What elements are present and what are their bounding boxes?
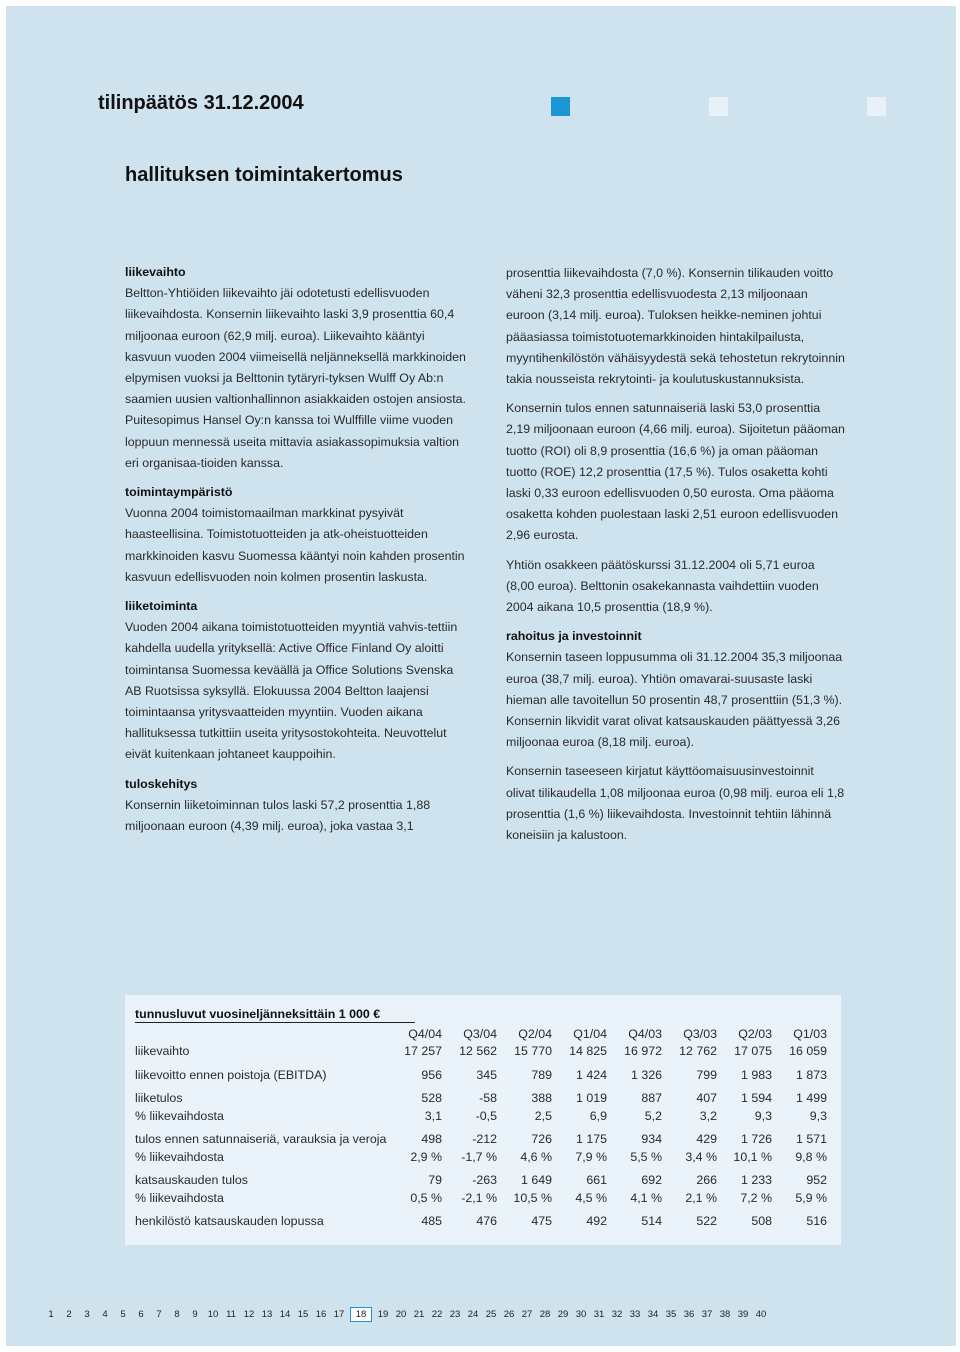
table-cell: 14 825	[569, 1044, 607, 1059]
row-label: liiketulos	[135, 1091, 183, 1106]
table-cell: 4,1 %	[630, 1190, 662, 1205]
table-cell: 4,5 %	[575, 1190, 607, 1205]
report-title: tilinpäätös 31.12.2004	[98, 92, 304, 114]
body-paragraph: Konsernin taseeseen kirjatut käyttöomaisuusinvestoinnit olivat tilikaudella 1,08 miljoonaa euroa (0,98 milj. euroa eli 1,8 prosenttia (1,6 %) liikevaihdosta. Investoinnit tehtiin lähinnä koneisiin ja kalustoon.	[506, 764, 845, 843]
table-cell: -263	[472, 1173, 497, 1188]
table-cell: 514	[641, 1214, 662, 1229]
row-label: liikevoitto ennen poistoja (EBITDA)	[135, 1067, 327, 1082]
page-link[interactable]: 33	[629, 1308, 641, 1320]
table-header-row	[135, 1025, 827, 1043]
kpi-table-panel	[125, 995, 841, 1245]
table-cell: 7,9 %	[575, 1149, 607, 1164]
table-cell: 3,1	[424, 1108, 442, 1123]
table-cell: 345	[476, 1067, 497, 1082]
page-link[interactable]: 11	[226, 1308, 236, 1320]
body-paragraph: Konsernin tulos ennen satunnaiseriä laski 53,0 prosenttia 2,19 miljoonaan euroon (4,66 milj. euroa). Sijoitetun pääoman tuotto (ROI) oli 8,9 prosenttia (16,6 %) ja oman pääoman tuotto (ROE) 12,2 prosenttia (17,5 %). Tulos osaketta kohti laski 0,33 euroon edellisvuoden 0,50 eurosta. Oma pääoma osaketta kohden puolestaan laski 2,51 euroon edellisvuoden 2,96 eurosta.	[506, 401, 845, 543]
accent-square-light	[709, 97, 728, 116]
table-cell: 952	[806, 1173, 827, 1188]
page-navigation	[44, 1305, 914, 1323]
table-cell: 266	[696, 1173, 717, 1188]
body-paragraph: Konsernin liiketoiminnan tulos laski 57,2 prosenttia 1,88 miljoonaan euroon (4,39 milj. euroa), joka vastaa 3,1	[125, 797, 431, 834]
section-heading: liikevaihto	[125, 265, 186, 279]
column-header: Q2/04	[518, 1026, 552, 1041]
page-link[interactable]: 19	[377, 1308, 389, 1320]
table-cell: 5,2	[644, 1108, 662, 1123]
page-link[interactable]: 10	[207, 1308, 219, 1320]
page-link[interactable]: 15	[297, 1308, 309, 1320]
table-cell: 15 770	[514, 1044, 552, 1059]
table-cell: 522	[696, 1214, 717, 1229]
page-link[interactable]: 34	[647, 1308, 659, 1320]
table-cell: 476	[476, 1214, 497, 1229]
table-cell: 799	[696, 1067, 717, 1082]
section-heading: toimintaympäristö	[125, 485, 233, 500]
table-cell: 9,3	[809, 1108, 827, 1123]
row-label: tulos ennen satunnaiseriä, varauksia ja veroja	[135, 1132, 387, 1147]
table-cell: 6,9	[589, 1108, 607, 1123]
table-cell: 1 233	[740, 1173, 772, 1188]
column-header: Q3/04	[463, 1026, 497, 1041]
body-paragraph: prosenttia liikevaihdosta (7,0 %). Konsernin tilikauden voitto väheni 32,3 prosenttia edellisvuodesta 2,13 miljoonaan euroon (3,14 milj. euroa). Tuloksen heikke-neminen johtui pääasiassa toimistotuotemarkkinoiden hintakilpailusta, myyntihenkilöstön vähäisyydestä sekä tehostetun rekrytoinnin takia nousseista rekrytointi- ja koulutuskustannuksista.	[506, 266, 845, 387]
page-link[interactable]: 7	[156, 1308, 162, 1320]
page-link[interactable]: 31	[593, 1308, 605, 1320]
table-cell: 12 562	[459, 1044, 497, 1059]
table-cell: 692	[641, 1173, 662, 1188]
table-cell: 934	[641, 1132, 662, 1147]
table-cell: -212	[472, 1132, 497, 1147]
section-heading: liiketoiminta	[125, 599, 198, 614]
page-link[interactable]: 22	[431, 1308, 443, 1320]
table-cell: 726	[531, 1132, 552, 1147]
table-cell: 508	[751, 1214, 772, 1229]
page-link[interactable]: 32	[611, 1308, 623, 1320]
body-paragraph: Yhtiön osakkeen päätöskurssi 31.12.2004 oli 5,71 euroa (8,00 euroa). Belttonin osakekannasta vaihdettiin vuoden 2004 aikana 10,5 prosenttia (18,9 %).	[506, 557, 819, 615]
table-cell: 1 726	[740, 1132, 772, 1147]
row-label: liikevaihto	[135, 1044, 190, 1059]
table-cell: 5,9 %	[795, 1190, 827, 1205]
page-link[interactable]: 30	[575, 1308, 587, 1320]
table-cell: 516	[806, 1214, 827, 1229]
table-cell: 1 499	[795, 1091, 827, 1106]
right-text-column	[506, 263, 846, 854]
accent-square-filled	[551, 97, 570, 116]
table-cell: 1 175	[575, 1132, 607, 1147]
table-cell: 2,9 %	[410, 1149, 442, 1164]
table-cell: 2,5	[534, 1108, 552, 1123]
table-cell: 9,8 %	[795, 1149, 827, 1164]
table-cell: 1 873	[795, 1067, 827, 1082]
page-link[interactable]: 20	[395, 1308, 407, 1320]
table-cell: 1 424	[575, 1067, 607, 1082]
column-header: Q2/03	[738, 1026, 772, 1041]
accent-square-light	[867, 97, 886, 116]
row-label: henkilöstö katsauskauden lopussa	[135, 1214, 324, 1229]
table-cell: 528	[421, 1091, 442, 1106]
table-cell: 16 059	[789, 1044, 827, 1059]
table-cell: 661	[586, 1173, 607, 1188]
kpi-table-title: tunnusluvut vuosineljänneksittäin 1 000 €	[135, 1007, 415, 1023]
page-link[interactable]: 5	[120, 1308, 126, 1320]
table-cell: 1 594	[740, 1091, 772, 1106]
table-header-cell	[135, 1025, 387, 1043]
table-row	[135, 1090, 827, 1108]
kpi-table	[135, 1025, 827, 1230]
page-link[interactable]: 23	[449, 1308, 461, 1320]
column-header: Q4/04	[408, 1026, 442, 1041]
page-link[interactable]: 9	[192, 1308, 198, 1320]
body-paragraph: Konsernin taseen loppusumma oli 31.12.2004 35,3 miljoonaa euroa (38,7 milj. euroa). Yhtiön omavarai-suusaste laski hieman alle tavoitellun 50 prosentin 48,7 prosenttiin (51,3 %). Konsernin likvidit varat olivat katsauskauden päättyessä 3,26 miljoonaa euroa (8,18 milj. euroa).	[506, 650, 843, 750]
page-link[interactable]: 16	[315, 1308, 327, 1320]
table-row	[135, 1043, 827, 1061]
table-cell: 4,6 %	[520, 1149, 552, 1164]
row-label: % liikevaihdosta	[135, 1108, 224, 1123]
table-cell: 3,4 %	[685, 1149, 717, 1164]
table-row	[135, 1172, 827, 1190]
table-row	[135, 1107, 827, 1125]
page-link[interactable]: 12	[243, 1308, 255, 1320]
table-cell: 9,3	[754, 1108, 772, 1123]
page-link[interactable]: 37	[701, 1308, 713, 1320]
page-link[interactable]: 2	[66, 1308, 72, 1320]
body-paragraph: Beltton-Yhtiöiden liikevaihto jäi odotetusti edellisvuoden liikevaihdosta. Konsernin liikevaihto laski 3,9 prosenttia 60,4 miljoonaa euroon (62,9 milj. euroa). Liikevaihto kääntyi kasvuun vuoden 2004 viimeisellä neljänneksellä markkinoiden elpymisen vuoksi ja Belttonin tytäryri-tyksen Wulff Oy Ab:n saamien uusien valtionhallinnon asiakkaiden ostojen ansiosta. Puitesopimus Hansel Oy:n kanssa toi Wulffille viime vuoden loppuun mennessä useita mittavia asiakassopimuksia valtion eri organisaa-tioiden kanssa.	[125, 286, 466, 470]
page-link[interactable]: 13	[261, 1308, 273, 1320]
page-link-current[interactable]: 18	[350, 1307, 372, 1322]
table-cell: 789	[531, 1067, 552, 1082]
page-link[interactable]: 14	[279, 1308, 291, 1320]
table-cell: 956	[421, 1067, 442, 1082]
body-paragraph: Vuonna 2004 toimistomaailman markkinat pysyivät haasteellisina. Toimistotuotteiden ja atk-oheistuotteiden markkinoiden kasvu Suomessa kääntyi noin kahden prosentin kasvuun edellisvuoden noin kolmen prosentin laskusta.	[125, 506, 465, 584]
row-label: katsauskauden tulos	[135, 1173, 248, 1188]
table-cell: 10,1 %	[733, 1149, 772, 1164]
table-cell: 1 019	[575, 1091, 607, 1106]
page-link[interactable]: 24	[467, 1308, 479, 1320]
page-link[interactable]: 35	[665, 1308, 677, 1320]
table-cell: 17 075	[734, 1044, 772, 1059]
page-link[interactable]: 38	[719, 1308, 731, 1320]
table-row	[135, 1066, 827, 1084]
table-cell: 1 983	[740, 1067, 772, 1082]
table-cell: 407	[696, 1091, 717, 1106]
table-cell: 887	[641, 1091, 662, 1106]
table-row	[135, 1148, 827, 1166]
section-heading: rahoitus ja investoinnit	[506, 629, 642, 644]
table-cell: 7,2 %	[740, 1190, 772, 1205]
table-row	[135, 1131, 827, 1149]
page-link[interactable]: 21	[413, 1308, 425, 1320]
section-heading: tuloskehitys	[125, 776, 198, 791]
column-header: Q1/03	[793, 1026, 827, 1041]
page-link[interactable]: 40	[755, 1308, 767, 1320]
table-cell: 475	[531, 1214, 552, 1229]
table-cell: 16 972	[624, 1044, 662, 1059]
page-link[interactable]: 6	[138, 1308, 144, 1320]
page-link[interactable]: 27	[521, 1308, 533, 1320]
section-title: hallituksen toimintakertomus	[125, 164, 403, 186]
table-cell: 1 649	[520, 1173, 552, 1188]
table-cell: -2,1 %	[461, 1190, 497, 1205]
table-cell: 1 326	[630, 1067, 662, 1082]
page-link[interactable]: 28	[539, 1308, 551, 1320]
table-cell: 2,1 %	[685, 1190, 717, 1205]
row-label: % liikevaihdosta	[135, 1190, 224, 1205]
table-cell: -0,5	[475, 1108, 497, 1123]
table-cell: 0,5 %	[410, 1190, 442, 1205]
page-link[interactable]: 3	[84, 1308, 90, 1320]
table-cell: 485	[421, 1214, 442, 1229]
table-cell: 1 571	[795, 1132, 827, 1147]
page-link[interactable]: 1	[48, 1308, 54, 1320]
page-link[interactable]: 36	[683, 1308, 695, 1320]
page-link[interactable]: 29	[557, 1308, 569, 1320]
table-cell: 79	[428, 1173, 442, 1188]
table-row	[135, 1213, 827, 1231]
table-cell: 10,5 %	[513, 1190, 552, 1205]
table-cell: 17 257	[404, 1044, 442, 1059]
page-link[interactable]: 26	[503, 1308, 515, 1320]
table-cell: -58	[479, 1091, 497, 1106]
page-link[interactable]: 8	[174, 1308, 180, 1320]
table-cell: 498	[421, 1132, 442, 1147]
row-label: % liikevaihdosta	[135, 1149, 224, 1164]
table-row	[135, 1189, 827, 1207]
page-link[interactable]: 39	[737, 1308, 749, 1320]
body-paragraph: Vuoden 2004 aikana toimistotuotteiden myyntiä vahvis-tettiin kahdella uudella yrityksellä: Active Office Finland Oy aloitti toimintansa Suomessa keväällä ja Office Solutions Svenska AB Ruotsissa syksyllä. Elokuussa 2004 Beltton laajensi toimintaansa yritysvaatteiden myyntiin. Vuoden aikana hallituksessa tutkittiin useita yritysostokohteita. Neuvottelut eivät kuitenkaan johtaneet kauppoihin.	[125, 620, 458, 762]
table-cell: 429	[696, 1132, 717, 1147]
table-cell: 3,2	[699, 1108, 717, 1123]
page-link[interactable]: 4	[102, 1308, 108, 1320]
page-link[interactable]: 25	[485, 1308, 497, 1320]
table-cell: 12 762	[679, 1044, 717, 1059]
table-cell: 5,5 %	[630, 1149, 662, 1164]
table-cell: -1,7 %	[461, 1149, 497, 1164]
column-header: Q3/03	[683, 1026, 717, 1041]
page-link[interactable]: 17	[333, 1308, 345, 1320]
table-cell: 388	[531, 1091, 552, 1106]
table-cell: 492	[586, 1214, 607, 1229]
column-header: Q4/03	[628, 1026, 662, 1041]
column-header: Q1/04	[573, 1026, 607, 1041]
left-text-column	[125, 262, 470, 845]
